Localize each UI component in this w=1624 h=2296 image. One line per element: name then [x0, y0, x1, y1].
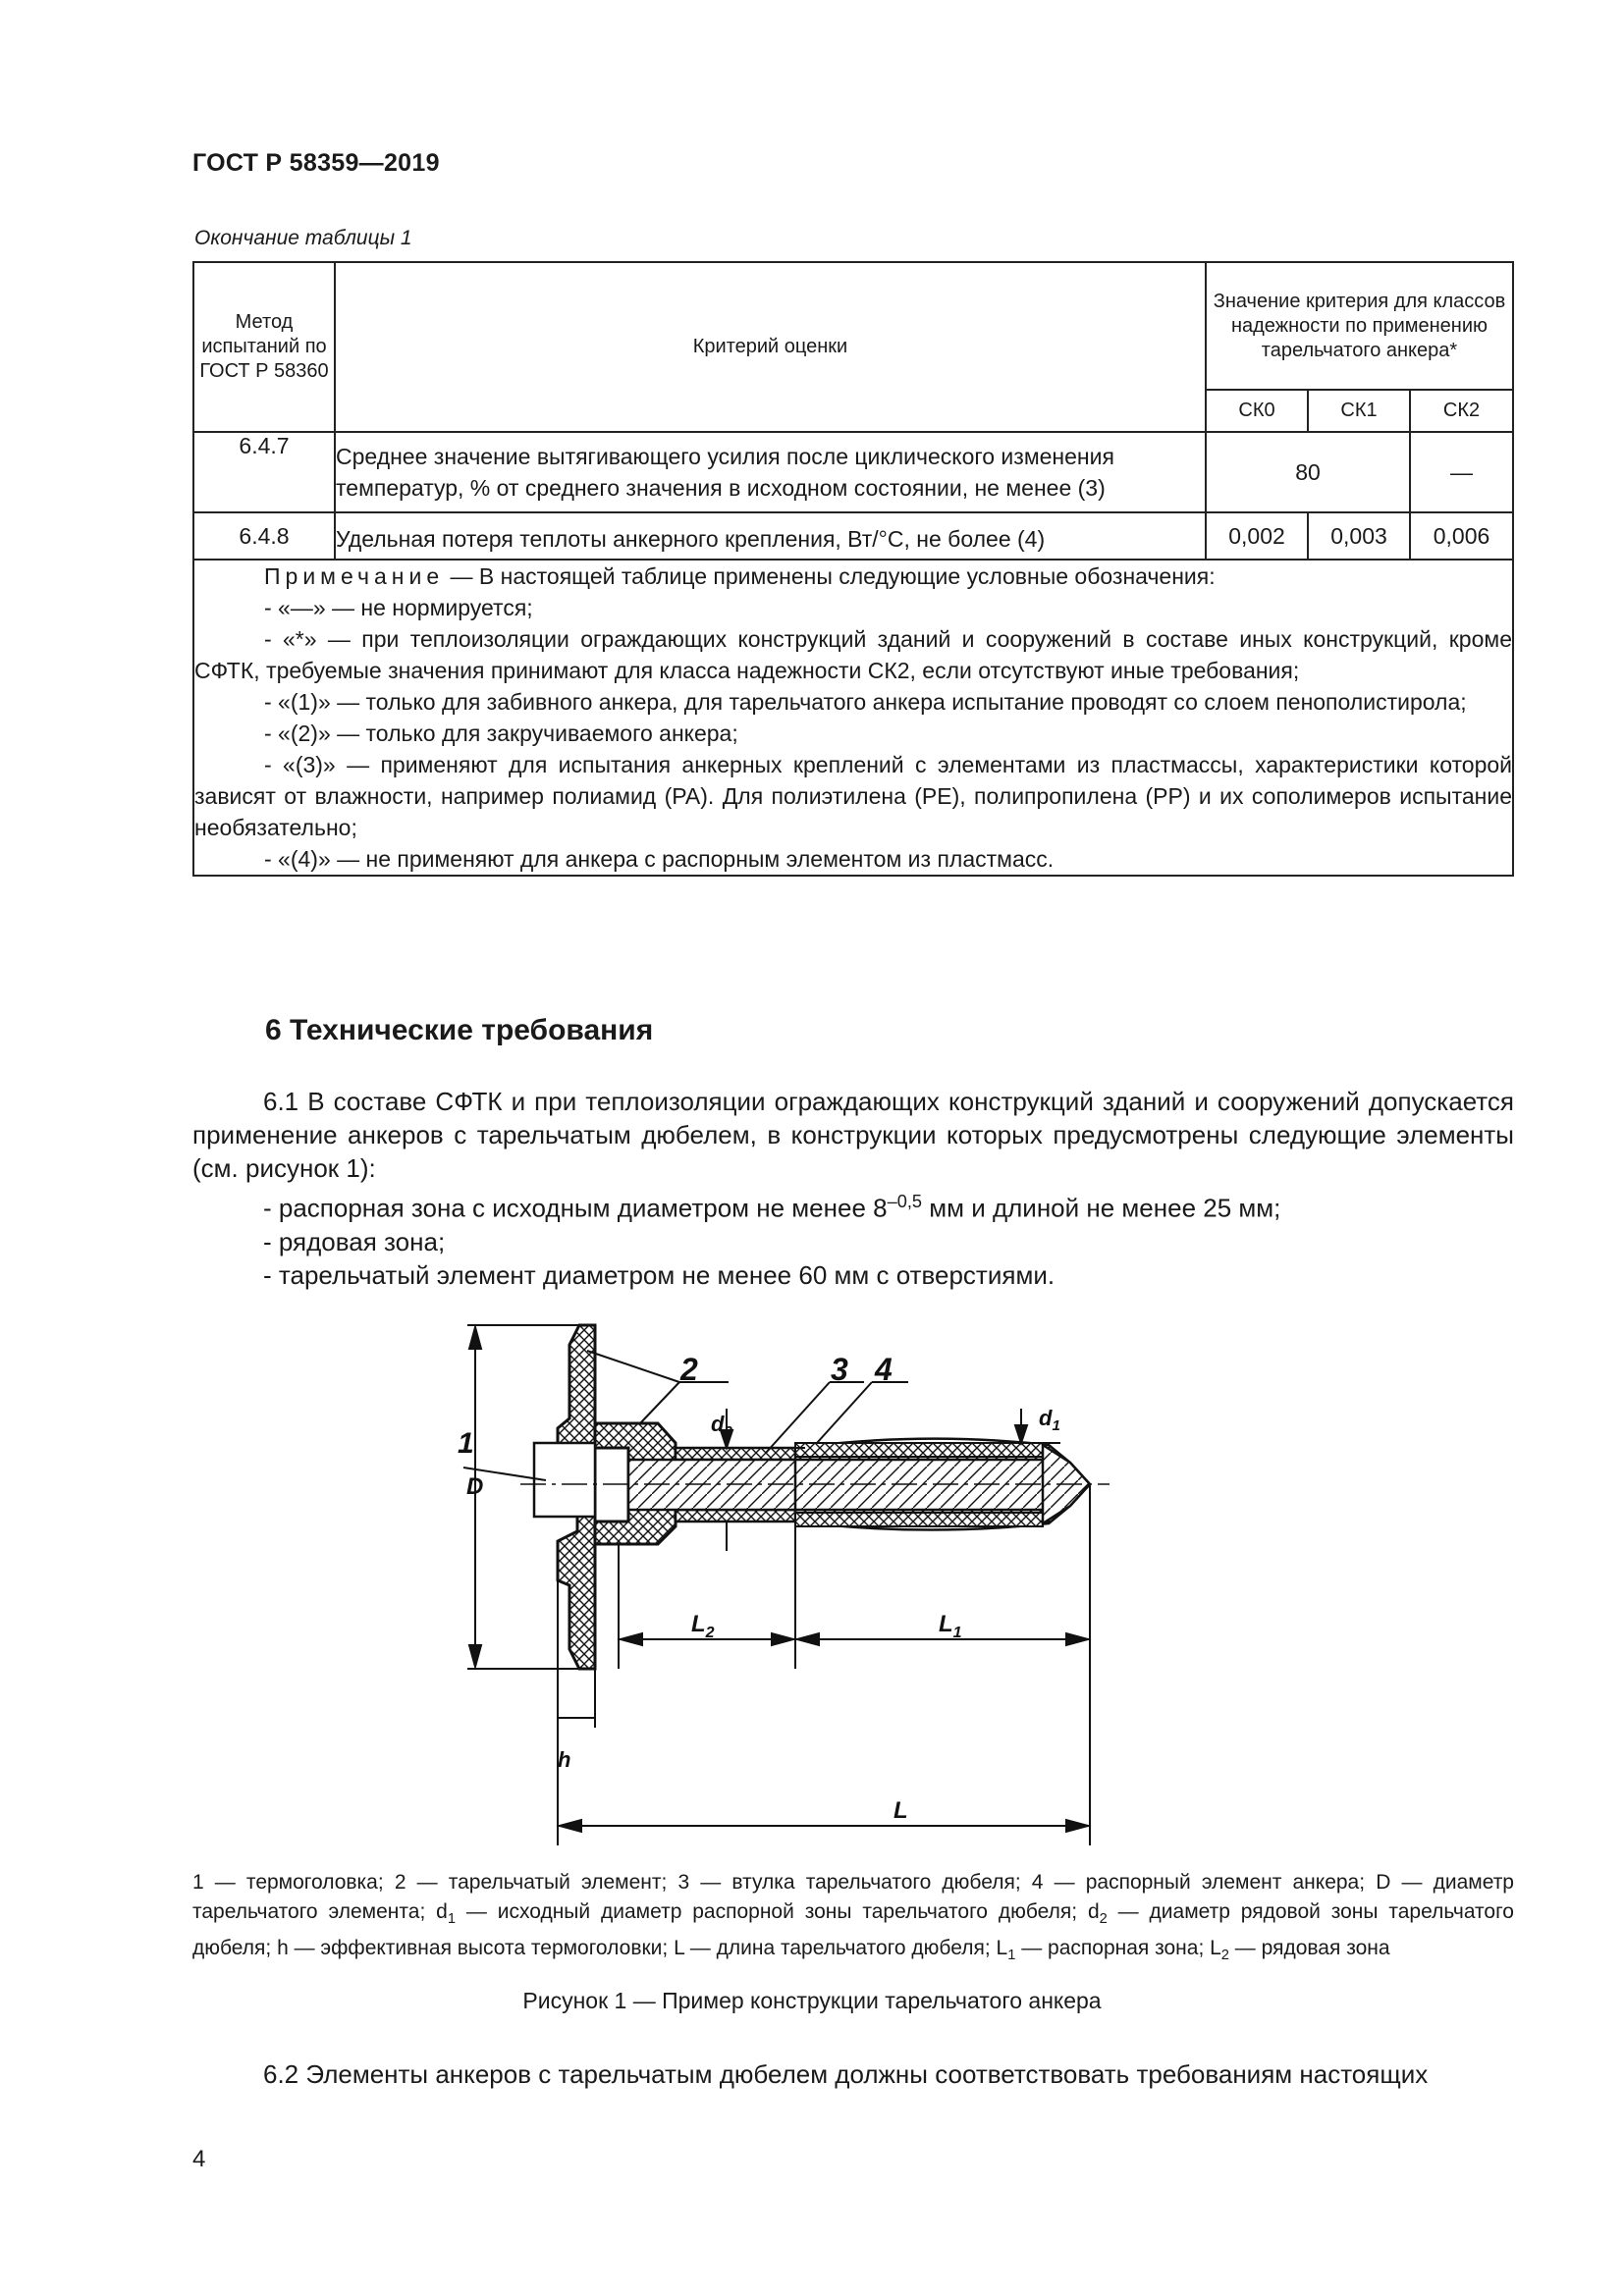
label-L1: $L_1$ [939, 1611, 962, 1641]
row-method: 6.4.7 [193, 432, 335, 512]
header-method: Метод испытаний по ГОСТ Р 58360 [193, 262, 335, 432]
table-row [193, 512, 1513, 560]
section-body [192, 1085, 1514, 1292]
note-item: - «(4)» — не применяют для анкера с распорным элементом из пластмасс. [264, 846, 1055, 872]
label-h: h [558, 1747, 571, 1772]
row-value-sk2: 0,006 [1410, 512, 1513, 560]
label-D: D [466, 1473, 484, 1500]
note-item: - «*» — при теплоизоляции ограждающих конструкций зданий и сооружений в составе иных конструкций, кроме СФТК, требуемые значения принимают для класса надежности СК2, если отсутствуют иные требования; [194, 626, 1512, 683]
label-L2: $L_2$ [691, 1611, 715, 1641]
header-value: Значение критерия для классов надежности по применению тарельчатого анкера* [1206, 262, 1513, 390]
row-value-sk0-sk1: 80 [1206, 432, 1410, 512]
note-item: - «—» — не нормируется; [264, 595, 533, 620]
label-4: 4 [875, 1352, 893, 1387]
figure-caption: Рисунок 1 — Пример конструкции тарельчатого анкера [522, 1988, 1102, 2013]
row-criterion: Среднее значение вытягивающего усилия после циклического изменения температур, % от среднего значения в исходном состоянии, не менее (3) [335, 432, 1206, 512]
note-intro: — В настоящей таблице применены следующие условные обозначения: [444, 563, 1216, 589]
label-d2: $d_2$ [711, 1412, 732, 1440]
header-class-sk1: СК1 [1308, 390, 1410, 432]
figure-legend: 1 — термоголовка; 2 — тарельчатый элемент; 3 — втулка тарельчатого дюбеля; 4 — распорный элемент анкера; D — диаметр тарельчатого элемента; $d_1$ — исходный диаметр распорной зоны тарельчатого дюбеля; $d_2$ — диаметр рядовой зоны тарельчатого дюбеля; h — эффективная высота термоголовки; L — длина тарельчатого дюбеля; $L_1$ — распорная зона; $L_2$ — рядовая зона [192, 1871, 1514, 1964]
section-title: 6 Технические требования [265, 1014, 654, 1046]
label-d1: $d_1$ [1039, 1406, 1060, 1434]
criteria-table [192, 261, 1514, 877]
note-item: - «(1)» — только для забивного анкера, для тарельчатого анкера испытание проводят со слоем пенополистирола; [264, 689, 1467, 715]
row-value-sk2: — [1410, 432, 1513, 512]
header-class-sk0: СК0 [1206, 390, 1308, 432]
table-note [193, 560, 1513, 876]
label-2: 2 [680, 1352, 698, 1387]
document-header: ГОСТ Р 58359—2019 [192, 149, 440, 177]
anchor-drawing [432, 1315, 1257, 1865]
note-item: - «(2)» — только для закручиваемого анкера; [264, 721, 738, 746]
paragraph-6-2: 6.2 Элементы анкеров с тарельчатым дюбелем должны соответствовать требованиям настоящих [263, 2059, 1429, 2089]
row-method: 6.4.8 [193, 512, 335, 560]
header-criterion: Критерий оценки [335, 262, 1206, 432]
row-value-sk1: 0,003 [1308, 512, 1410, 560]
label-L: L [893, 1797, 908, 1824]
list-item: - распорная зона с исходным диаметром не менее $8^{-0,5}$ мм и длиной не менее 25 мм; [263, 1192, 1281, 1223]
note-label: Примечание [264, 563, 445, 589]
table-caption: Окончание таблицы 1 [194, 227, 412, 249]
header-class-sk2: СК2 [1410, 390, 1513, 432]
row-criterion: Удельная потеря теплоты анкерного крепления, Вт/°С, не более (4) [335, 512, 1206, 560]
table-row [193, 432, 1513, 512]
note-item: - «(3)» — применяют для испытания анкерных креплений с элементами из пластмассы, характеристики которой зависят от влажности, например полиамид (PA). Для полиэтилена (PE), полипропилена (PP) и их сополимеров испытание необязательно; [194, 752, 1512, 840]
page-number: 4 [192, 2146, 206, 2172]
label-1: 1 [458, 1427, 474, 1460]
label-3: 3 [831, 1352, 848, 1387]
list-item: - рядовая зона; [263, 1226, 446, 1256]
list-item: - тарельчатый элемент диаметром не менее 60 мм с отверстиями. [263, 1259, 1056, 1290]
row-value-sk0: 0,002 [1206, 512, 1308, 560]
paragraph-6-1: 6.1 В составе СФТК и при теплоизоляции ограждающих конструкций зданий и сооружений допускается применение анкеров с тарельчатым дюбелем, в конструкции которых предусмотрены следующие элементы (см. рисунок 1): [192, 1087, 1514, 1183]
